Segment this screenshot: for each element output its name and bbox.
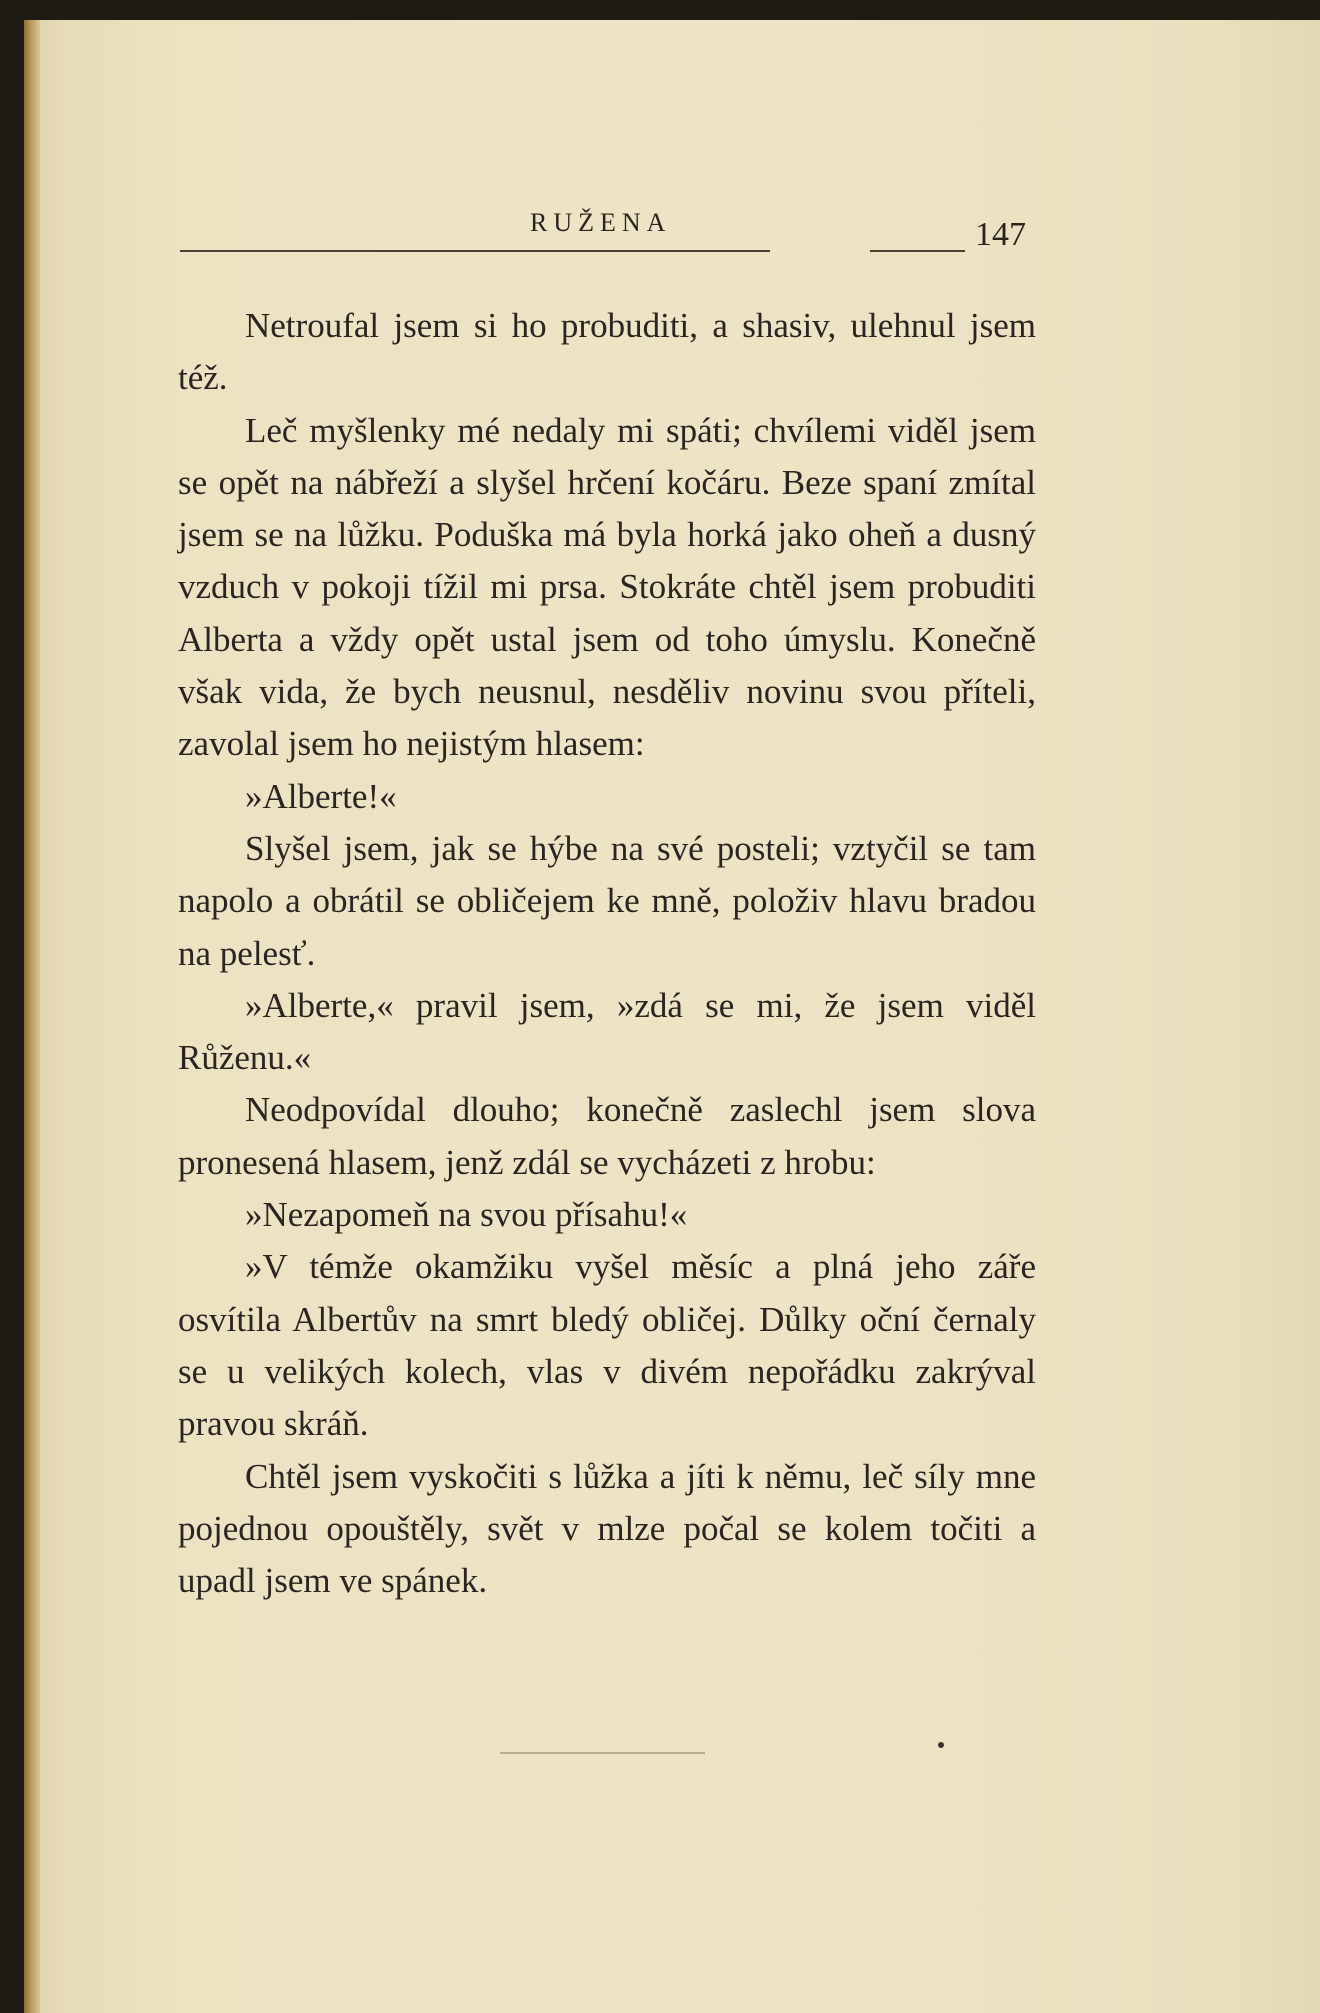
paragraph: Chtěl jsem vyskočiti s lůžka a jíti k němu, leč síly mne pojednou opouštěly, svět v mlze počal se kolem točiti a upadl jsem ve spánek. <box>178 1456 1036 1601</box>
paragraph: Netroufal jsem si ho probuditi, a shasiv, ulehnul jsem též. <box>178 306 1036 398</box>
ink-speck <box>938 1742 944 1748</box>
page-number: 147 <box>975 216 1026 253</box>
section-end-rule <box>500 1752 705 1754</box>
running-head-rule-left <box>180 250 770 252</box>
page-gutter <box>24 20 40 2013</box>
paragraph: »Nezapomeň na svou přísahu!« <box>245 1195 688 1235</box>
paragraph: Neodpovídal dlouho; konečně zaslechl jsem slova pronesená hlasem, jenž zdál se vycházeti z hrobu: <box>178 1090 1036 1182</box>
body-text <box>178 300 1036 1607</box>
paragraph: »V témže okamžiku vyšel měsíc a plná jeho záře osvítila Albertův na smrt bledý obličej. Důlky oční černaly se u velikých kolech, vlas v divém nepořádku zakrýval pravou skráň. <box>178 1247 1036 1444</box>
paragraph: »Alberte!« <box>245 776 397 816</box>
running-head-rule-right <box>870 250 965 252</box>
running-head-title: RUŽENA <box>530 208 672 237</box>
paragraph: Slyšel jsem, jak se hýbe na své posteli; vztyčil se tam napolo a obrátil se obličejem ke mně, položiv hlavu bradou na pelesť. <box>178 828 1036 973</box>
running-head <box>180 200 1040 253</box>
paragraph: »Alberte,« pravil jsem, »zdá se mi, že jsem viděl Růženu.« <box>178 985 1036 1078</box>
paragraph: Leč myšlenky mé nedaly mi spáti; chvílemi viděl jsem se opět na nábřeží a slyšel hrčení kočáru. Beze spaní zmítal jsem se na lůžku. Poduška má byla horká jako oheň a dusný vzduch v pokoji tížil mi prsa. Stokráte chtěl jsem probuditi Alberta a vždy opět ustal jsem od toho úmyslu. Konečně však vida, že bych neusnul, nesděliv novinu svou příteli, zavolal jsem ho nejistým hlasem: <box>178 410 1036 764</box>
